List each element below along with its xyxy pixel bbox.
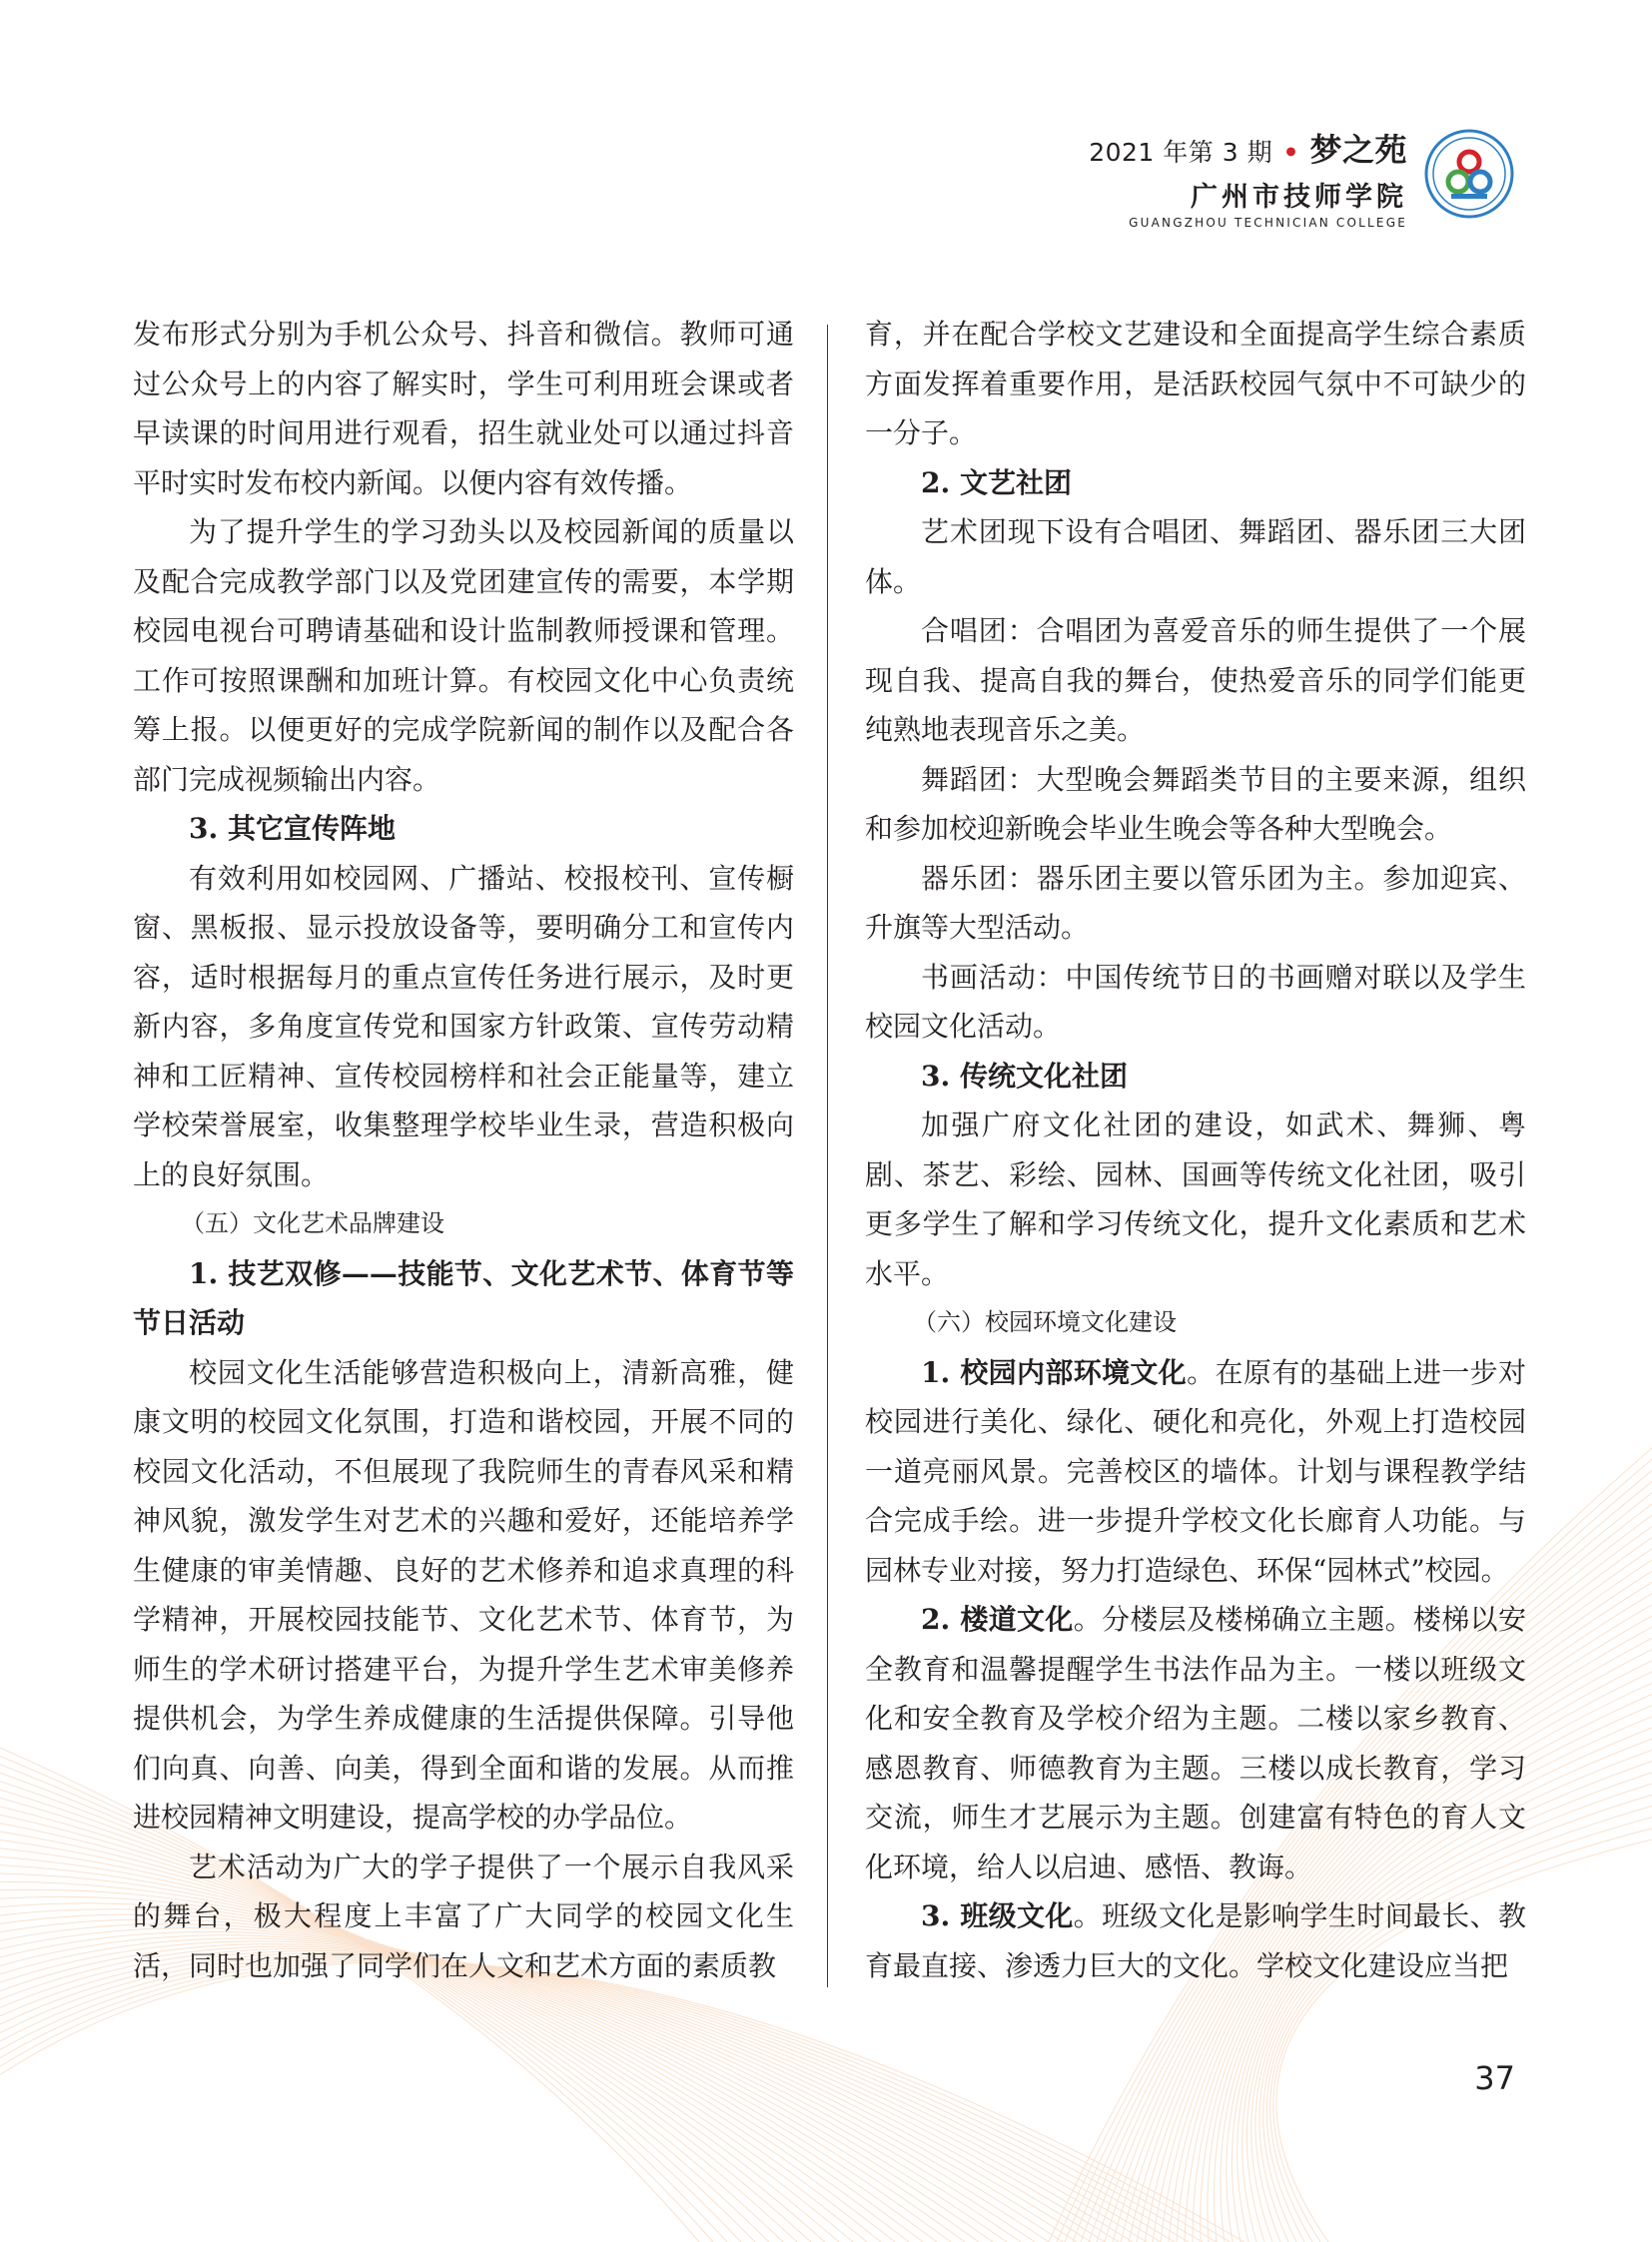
body-paragraph: 为了提升学生的学习劲头以及校园新闻的质量以及配合完成教学部门以及党团建宣传的需要，本学期校园电视台可聘请基础和设计监制教师授课和管理。工作可按照课酬和加班计算。有校园文化中心负责统筹上报。以便更好的完成学院新闻的制作以及配合各部门完成视频输出内容。 — [133, 515, 794, 796]
subsection-title: （五）文化艺术品牌建设 — [181, 1209, 444, 1237]
issue-label: 2021 年第 3 期 — [1089, 138, 1273, 167]
section-heading: 3. 其它宣传阵地 — [189, 812, 396, 845]
column-divider — [827, 325, 828, 1987]
right-column — [865, 310, 1526, 1990]
body-paragraph: 艺术活动为广大的学子提供了一个展示自我风采的舞台，极大程度上丰富了广大同学的校园文化生活，同时也加强了同学们在人文和艺术方面的素质教 — [133, 1850, 794, 1982]
subsection-title: （六）校园环境文化建设 — [913, 1308, 1177, 1336]
section-heading: 2. 文艺社团 — [921, 465, 1072, 499]
lead-text: 。在原有的基础上进一步对校园进行美化、绿化、硬化和亮化，外观上打造校园一道亮丽风景。完善校区的墙体。计划与课程教学结合完成手绘。进一步提升学校文化长廊育人功能。与园林专业对接，努力打造绿色、环保“园林式”校园。 — [865, 1355, 1526, 1587]
issue-separator: • — [1282, 138, 1300, 167]
lead-text: 。分楼层及楼梯确立主题。楼梯以安全教育和温馨提醒学生书法作品为主。一楼以班级文化和安全教育及学校介绍为主题。二楼以家乡教育、感恩教育、师德教育为主题。三楼以成长教育，学习交流，师生才艺展示为主题。创建富有特色的育人文化环境，给人以启迪、感悟、教诲。 — [865, 1603, 1526, 1883]
page-number: 37 — [1474, 2059, 1515, 2097]
body-paragraph: 加强广府文化社团的建设，如武术、舞狮、粤剧、茶艺、彩绘、园林、国画等传统文化社团，吸引更多学生了解和学习传统文化，提升文化素质和艺术水平。 — [865, 1109, 1526, 1290]
college-logo-icon — [1423, 128, 1515, 220]
body-paragraph: 舞蹈团：大型晚会舞蹈类节目的主要来源，组织和参加校迎新晚会毕业生晚会等各种大型晚会。 — [865, 762, 1526, 845]
section-heading: 3. 传统文化社团 — [921, 1059, 1128, 1093]
page-header — [1089, 125, 1407, 230]
body-paragraph: 器乐团：器乐团主要以管乐团为主。参加迎宾、升旗等大型活动。 — [865, 861, 1526, 944]
lead-heading: 3. 班级文化 — [921, 1899, 1074, 1932]
lead-paragraph — [865, 1595, 1526, 1891]
section-heading: 1. 技艺双修——技能节、文化艺术节、体育节等节日活动 — [133, 1256, 794, 1339]
lead-text: 。班级文化是影响学生时间最长、教育最直接、渗透力巨大的文化。学校文化建设应当把 — [865, 1899, 1526, 1982]
lead-paragraph — [865, 1348, 1526, 1596]
body-paragraph: 有效利用如校园网、广播站、校报校刊、宣传橱窗、黑板报、显示投放设备等，要明确分工和宣传内容，适时根据每月的重点宣传任务进行展示，及时更新内容，多角度宣传党和国家方针政策、宣传劳动精神和工匠精神、宣传校园榜样和社会正能量等，建立学校荣誉展室，收集整理学校毕业生录，营造积极向上的良好氛围。 — [133, 861, 794, 1191]
lead-paragraph — [865, 1891, 1526, 1990]
body-paragraph: 校园文化生活能够营造积极向上，清新高雅，健康文明的校园文化氛围，打造和谐校园，开展不同的校园文化活动，不但展现了我院师生的青春风采和精神风貌，激发学生对艺术的兴趣和爱好，还能培养学生健康的审美情趣、良好的艺术修养和追求真理的科学精神，开展校园技能节、文化艺术节、体育节，为师生的学术研讨搭建平台，为提升学生艺术审美修养提供机会，为学生养成健康的生活提供保障。引导他们向真、向善、向美，得到全面和谐的发展。从而推进校园精神文明建设，提高学校的办学品位。 — [133, 1355, 794, 1834]
continued-paragraph: 育，并在配合学校文艺建设和全面提高学生综合素质方面发挥着重要作用，是活跃校园气氛中不可缺少的一分子。 — [865, 318, 1526, 449]
issue-line — [1089, 125, 1407, 171]
body-paragraph: 合唱团：合唱团为喜爱音乐的师生提供了一个展现自我、提高自我的舞台，使热爱音乐的同学们能更纯熟地表现音乐之美。 — [865, 614, 1526, 746]
lead-heading: 1. 校园内部环境文化 — [921, 1355, 1188, 1389]
body-paragraph: 艺术团现下设有合唱团、舞蹈团、器乐团三大团体。 — [865, 515, 1526, 598]
college-name-cn: 广州市技师学院 — [1191, 182, 1407, 213]
body-paragraph: 书画活动：中国传统节日的书画赠对联以及学生校园文化活动。 — [865, 960, 1526, 1043]
continued-paragraph: 发布形式分别为手机公众号、抖音和微信。教师可通过公众号上的内容了解实时，学生可利用班会课或者早读课的时间用进行观看，招生就业处可以通过抖音平时实时发布校内新闻。以便内容有效传播。 — [133, 318, 794, 499]
left-column — [133, 310, 794, 1990]
lead-heading: 2. 楼道文化 — [921, 1603, 1074, 1636]
college-name-en: GUANGZHOU TECHNICIAN COLLEGE — [1129, 216, 1407, 230]
magazine-title: 梦之苑 — [1309, 131, 1407, 169]
